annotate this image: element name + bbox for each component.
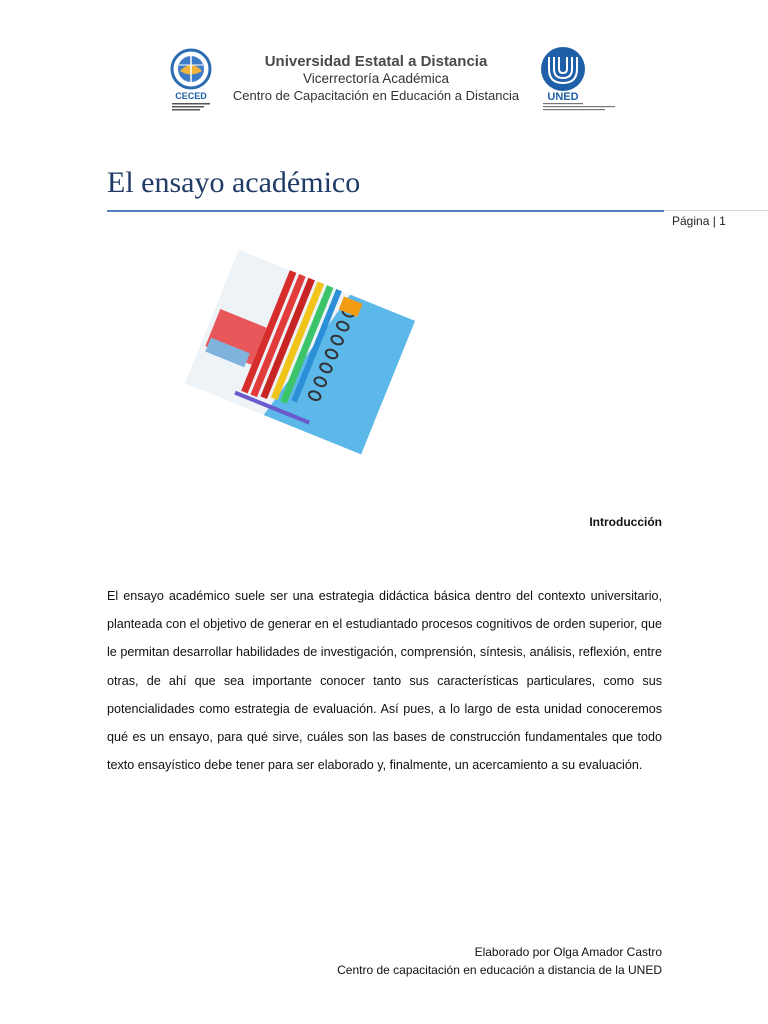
page-number: Página | 1 [672, 214, 726, 228]
introduction-heading: Introducción [589, 515, 662, 529]
ceced-logo-text: CECED [175, 91, 207, 101]
uned-logo [535, 45, 617, 111]
title-rule [107, 210, 664, 212]
vicerrectoria-name: Vicerrectoría Académica [302, 71, 450, 86]
school-supplies-image [180, 240, 420, 465]
document-footer [300, 943, 662, 979]
header-text [216, 53, 536, 104]
document-header [160, 40, 620, 120]
centro-name: Centro de Capacitación en Educación a Distancia [232, 88, 520, 103]
uned-logo-text: UNED [547, 91, 579, 103]
page-number-rule [664, 210, 768, 211]
footer-institution: Centro de capacitación en educación a distancia de la UNED [337, 963, 662, 977]
introduction-paragraph: El ensayo académico suele ser una estrategia didáctica básica dentro del contexto universitario, planteada con el objetivo de generar en el estudiantado procesos cognitivos de orden superior, que le permitan desarrollar habilidades de investigación, comprensión, síntesis, análisis, reflexión, entre otras, de ahí que sea importante conocer tanto sus características particulares, como sus potencialidades como estrategia de evaluación. Así pues, a lo largo de esta unidad conoceremos qué es un ensayo, para qué sirve, cuáles son las bases de construcción fundamentales que todo texto ensayístico debe tener para ser elaborado y, finalmente, un acercamiento a su evaluación. [107, 589, 662, 773]
ceced-logo [167, 47, 215, 111]
footer-author: Elaborado por Olga Amador Castro [474, 945, 662, 959]
document-title: El ensayo académico [107, 166, 361, 199]
university-name: Universidad Estatal a Distancia [264, 53, 488, 70]
